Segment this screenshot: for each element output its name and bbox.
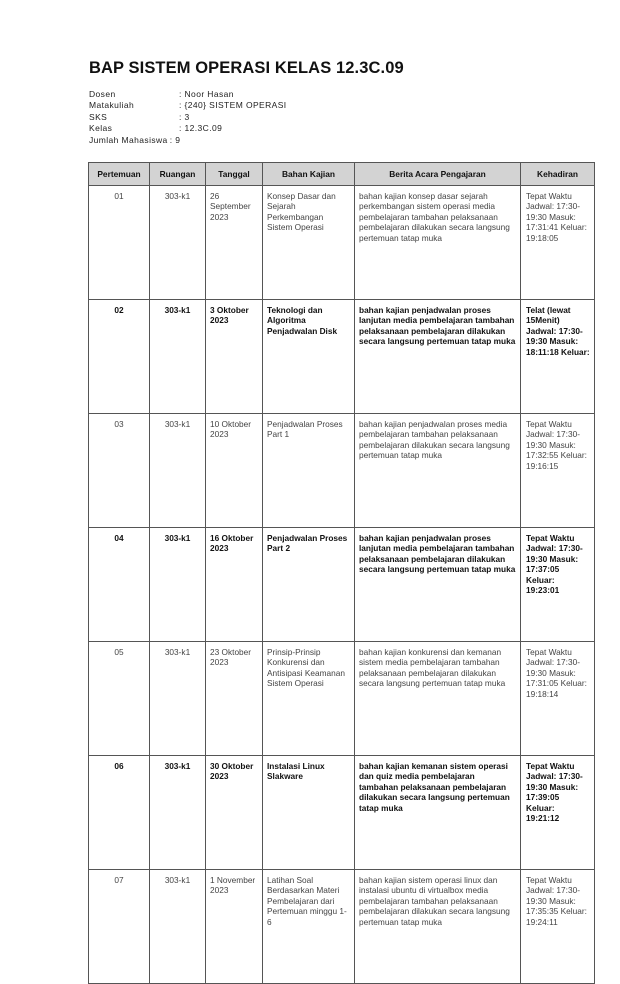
cell-bahan-kajian: Penjadwalan Proses Part 1 [263,414,355,528]
cell-tanggal: 23 Oktober 2023 [206,642,263,756]
meta-label: Matakuliah [89,100,135,111]
cell-tanggal: 10 Oktober 2023 [206,414,263,528]
cell-berita-acara: bahan kajian sistem operasi linux dan instalasi ubuntu di virtualbox media pembelajaran tambahan pelaksanaan pembelajaran dilakukan secara langsung pertemuan tatap muka [355,870,521,984]
cell-berita-acara: bahan kajian penjadwalan proses lanjutan media pembelajaran tambahan pelaksanaan pembelajaran dilakukan secara langsung pertemuan tatap muka [355,528,521,642]
meta-label: SKS [89,111,108,122]
header-bahan-kajian: Bahan Kajian [263,163,355,186]
table-row [89,528,595,642]
meta-row-dosen [89,89,287,100]
cell-berita-acara: bahan kajian penjadwalan proses media pembelajaran tambahan pelaksanaan pembelajaran dilakukan secara langsung pertemuan tatap muka [355,414,521,528]
meta-value: : 3 [179,111,190,122]
cell-bahan-kajian: Konsep Dasar dan Sejarah Perkembangan Sistem Operasi [263,186,355,300]
attendance-table [88,162,595,984]
cell-bahan-kajian: Penjadwalan Proses Part 2 [263,528,355,642]
table-row [89,870,595,984]
cell-berita-acara: bahan kajian konkurensi dan kemanan sistem media pembelajaran tambahan pelaksanaan pembelajaran dilakukan secara langsung pertemuan tatap muka [355,642,521,756]
course-info [89,89,287,146]
cell-tanggal: 30 Oktober 2023 [206,756,263,870]
cell-ruangan: 303-k1 [150,414,206,528]
header-tanggal: Tanggal [206,163,263,186]
cell-kehadiran: Tepat Waktu Jadwal: 17:30-19:30 Masuk: 17:32:55 Keluar: 19:16:15 [521,414,595,528]
table-row [89,186,595,300]
cell-pertemuan: 05 [89,642,150,756]
meta-row-jumlah-mahasiswa [89,135,287,146]
table-row [89,756,595,870]
cell-ruangan: 303-k1 [150,186,206,300]
cell-kehadiran: Tepat Waktu Jadwal: 17:30-19:30 Masuk: 17:31:41 Keluar: 19:18:05 [521,186,595,300]
table-row [89,300,595,414]
cell-berita-acara: bahan kajian kemanan sistem operasi dan quiz media pembelajaran tambahan pelaksanaan pembelajaran dilakukan secara langsung pertemuan tatap muka [355,756,521,870]
table-header-row [89,163,595,186]
cell-pertemuan: 01 [89,186,150,300]
meta-value: : Noor Hasan [179,89,234,99]
meta-value: : 12.3C.09 [179,123,223,134]
table-row [89,642,595,756]
cell-kehadiran: Tepat Waktu Jadwal: 17:30-19:30 Masuk: 17:39:05 Keluar: 19:21:12 [521,756,595,870]
meta-row-sks [89,112,287,123]
cell-kehadiran: Tepat Waktu Jadwal: 17:30-19:30 Masuk: 17:35:35 Keluar: 19:24:11 [521,870,595,984]
header-kehadiran: Kehadiran [521,163,595,186]
cell-ruangan: 303-k1 [150,642,206,756]
cell-berita-acara: bahan kajian penjadwalan proses lanjutan media pembelajaran tambahan pelaksanaan pembelajaran dilakukan secara langsung pertemuan tatap muka [355,300,521,414]
cell-ruangan: 303-k1 [150,870,206,984]
document-title: BAP SISTEM OPERASI KELAS 12.3C.09 [89,59,404,77]
cell-ruangan: 303-k1 [150,756,206,870]
cell-ruangan: 303-k1 [150,300,206,414]
cell-pertemuan: 03 [89,414,150,528]
meta-label: Kelas [89,123,113,134]
header-ruangan: Ruangan [150,163,206,186]
cell-tanggal: 16 Oktober 2023 [206,528,263,642]
cell-tanggal: 26 September 2023 [206,186,263,300]
meta-value: : 9 [169,134,181,145]
cell-pertemuan: 06 [89,756,150,870]
cell-bahan-kajian: Prinsip-Prinsip Konkurensi dan Antisipasi Keamanan Sistem Operasi [263,642,355,756]
cell-tanggal: 3 Oktober 2023 [206,300,263,414]
header-berita-acara: Berita Acara Pengajaran [355,163,521,186]
meta-label: Dosen [89,89,116,99]
cell-ruangan: 303-k1 [150,528,206,642]
meta-row-kelas [89,123,287,134]
meta-label: Jumlah Mahasiswa [89,134,168,145]
cell-pertemuan: 07 [89,870,150,984]
cell-bahan-kajian: Teknologi dan Algoritma Penjadwalan Disk [263,300,355,414]
meta-row-matakuliah [89,100,287,111]
cell-tanggal: 1 November 2023 [206,870,263,984]
cell-kehadiran: Telat (lewat 15Menit) Jadwal: 17:30-19:30 Masuk: 18:11:18 Keluar: [521,300,595,414]
cell-kehadiran: Tepat Waktu Jadwal: 17:30-19:30 Masuk: 17:37:05 Keluar: 19:23:01 [521,528,595,642]
cell-pertemuan: 04 [89,528,150,642]
meta-value: : {240} SISTEM OPERASI [179,100,287,111]
table-row [89,414,595,528]
header-pertemuan: Pertemuan [89,163,150,186]
cell-berita-acara: bahan kajian konsep dasar sejarah perkembangan sistem operasi media pembelajaran tambahan pelaksanaan pembelajaran dilakukan secara langsung pertemuan tatap muka [355,186,521,300]
cell-kehadiran: Tepat Waktu Jadwal: 17:30-19:30 Masuk: 17:31:05 Keluar: 19:18:14 [521,642,595,756]
cell-bahan-kajian: Instalasi Linux Slakware [263,756,355,870]
cell-pertemuan: 02 [89,300,150,414]
cell-bahan-kajian: Latihan Soal Berdasarkan Materi Pembelajaran dari Pertemuan minggu 1-6 [263,870,355,984]
